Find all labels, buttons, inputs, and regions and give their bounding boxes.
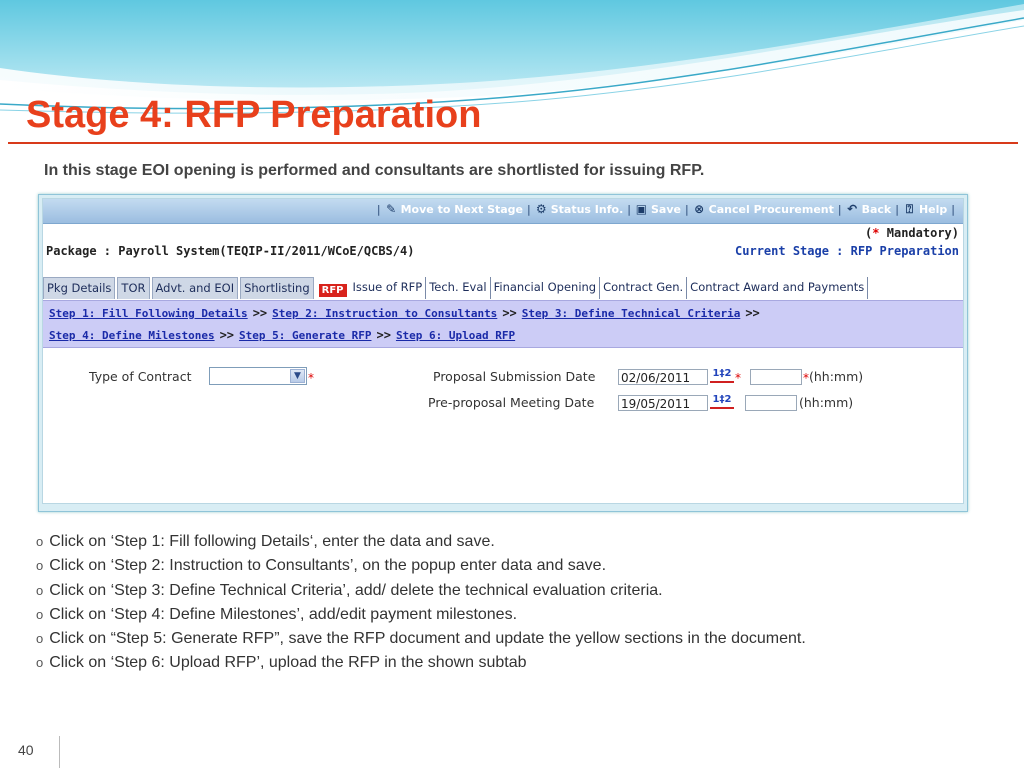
- proposal-submission-time-input[interactable]: [750, 369, 802, 385]
- proposal-submission-date-input[interactable]: 02/06/2011: [618, 369, 708, 385]
- list-item: [36, 651, 806, 675]
- step-2-link[interactable]: Step 2: Instruction to Consultants: [272, 307, 498, 320]
- bullet-marker: o: [36, 631, 44, 647]
- list-item-text: Click on “Step 5: Generate RFP”, save the RFP document and update the yellow sections in the document.: [49, 630, 806, 648]
- mandatory-open-paren: (: [865, 226, 873, 240]
- status-info-label: Status Info.: [550, 203, 624, 216]
- proposal-submission-label: Proposal Submission Date: [433, 369, 596, 384]
- slide-title: Stage 4: RFP Preparation: [26, 94, 482, 136]
- list-item: [36, 627, 806, 651]
- tab-rfp[interactable]: [316, 277, 350, 299]
- tab-advt-eoi[interactable]: Advt. and EOI: [152, 277, 239, 299]
- list-item: [36, 554, 806, 578]
- toolbar-separator: |: [627, 203, 631, 216]
- slide-intro: In this stage EOI opening is performed and consultants are shortlisted for issuing RFP.: [44, 162, 705, 179]
- step-3-link[interactable]: Step 3: Define Technical Criteria: [521, 307, 741, 320]
- required-marker: *: [308, 371, 314, 385]
- step-4-link[interactable]: Step 4: Define Milestones: [49, 329, 215, 342]
- cancel-circle-icon: ⊗: [694, 202, 705, 216]
- package-name: Package : Payroll System(TEQIP-II/2011/WCoE/QCBS/4): [46, 244, 415, 258]
- toolbar-separator: |: [837, 203, 842, 216]
- step-separator: >>: [252, 306, 268, 320]
- package-row: [43, 244, 963, 260]
- back-label: Back: [861, 203, 892, 216]
- tab-contract-gen[interactable]: Contract Gen.: [600, 277, 687, 299]
- cancel-procurement-button[interactable]: [693, 203, 834, 216]
- help-label: Help: [918, 203, 948, 216]
- list-item-text: Click on ‘Step 2: Instruction to Consultants’, on the popup enter data and save.: [49, 557, 607, 575]
- app-toolbar: [43, 199, 963, 224]
- mandatory-star: *: [872, 226, 880, 240]
- toolbar-separator: |: [684, 203, 689, 216]
- status-info-button[interactable]: [535, 203, 624, 216]
- help-button[interactable]: [903, 203, 947, 216]
- steps-panel: [43, 300, 963, 348]
- tab-issue-of-rfp[interactable]: Issue of RFP: [350, 277, 427, 299]
- step-separator: >>: [376, 328, 391, 342]
- step-1-link[interactable]: Step 1: Fill Following Details: [49, 307, 248, 320]
- required-marker: *: [803, 371, 809, 385]
- tab-tor[interactable]: TOR: [117, 277, 149, 299]
- page-number: 40: [18, 742, 34, 758]
- back-arrow-icon: ↶: [847, 202, 858, 216]
- list-item-text: Click on ‘Step 6: Upload RFP’, upload the RFP in the shown subtab: [49, 654, 527, 672]
- pre-proposal-date-input[interactable]: 19/05/2011: [618, 395, 708, 411]
- floppy-disk-icon: ▣: [635, 202, 648, 216]
- save-label: Save: [650, 203, 681, 216]
- list-item-text: Click on ‘Step 1: Fill following Details‘, enter the data and save.: [49, 533, 495, 550]
- mandatory-label: Mandatory): [879, 226, 959, 240]
- instruction-list: [36, 530, 806, 676]
- time-format-hint: (hh:mm): [799, 395, 854, 410]
- steps-line-2: [49, 328, 515, 342]
- tab-shortlisting[interactable]: Shortlisting: [240, 277, 314, 299]
- rfp-details-form: [43, 349, 963, 499]
- step-separator: >>: [219, 328, 235, 342]
- list-item-text: Click on ‘Step 4: Define Milestones’, add/edit payment milestones.: [49, 605, 518, 623]
- tab-pkg-details[interactable]: Pkg Details: [43, 277, 115, 299]
- calendar-icon[interactable]: 1‡2: [710, 367, 734, 383]
- pre-proposal-label: Pre-proposal Meeting Date: [428, 395, 595, 410]
- footer-divider: [59, 736, 60, 768]
- app-screenshot-frame: [38, 194, 968, 512]
- required-marker: *: [735, 371, 741, 385]
- toolbar-separator: |: [376, 203, 381, 216]
- calendar-icon[interactable]: 1‡2: [710, 393, 734, 409]
- type-of-contract-label: Type of Contract: [89, 369, 192, 384]
- gear-icon: ⚙: [535, 202, 547, 216]
- edit-document-icon: ✎: [386, 202, 397, 216]
- pre-proposal-time-input[interactable]: [745, 395, 797, 411]
- bullet-marker: o: [36, 582, 44, 598]
- list-item: [36, 530, 806, 554]
- list-item: [36, 579, 806, 603]
- back-button[interactable]: [846, 203, 892, 216]
- step-separator: >>: [502, 306, 517, 320]
- help-icon: ⍰: [905, 202, 914, 216]
- steps-line-1: [49, 306, 765, 320]
- cancel-procurement-label: Cancel Procurement: [708, 203, 834, 216]
- list-item-text: Click on ‘Step 3: Define Technical Criteria’, add/ delete the technical evaluation criteria.: [49, 581, 663, 599]
- chevron-down-icon: ▼: [290, 369, 305, 383]
- tab-financial-opening[interactable]: Financial Opening: [491, 277, 601, 299]
- list-item: [36, 603, 806, 627]
- step-6-link[interactable]: Step 6: Upload RFP: [395, 329, 516, 342]
- type-of-contract-select[interactable]: [209, 367, 307, 385]
- move-to-next-stage-label: Move to Next Stage: [400, 203, 524, 216]
- save-button[interactable]: [635, 203, 681, 216]
- mandatory-legend: [865, 226, 959, 240]
- bullet-marker: o: [36, 655, 44, 671]
- stage-tabs: [43, 277, 868, 299]
- bullet-marker: o: [36, 534, 44, 549]
- tab-contract-award[interactable]: Contract Award and Payments: [687, 277, 868, 299]
- toolbar-separator: |: [951, 203, 955, 216]
- current-stage: Current Stage : RFP Preparation: [735, 244, 959, 258]
- tab-tech-eval[interactable]: Tech. Eval: [426, 277, 490, 299]
- bullet-marker: o: [36, 606, 44, 622]
- toolbar-separator: |: [895, 203, 899, 216]
- step-separator: >>: [745, 306, 760, 320]
- time-format-hint: (hh:mm): [809, 369, 864, 384]
- toolbar-separator: |: [527, 203, 531, 216]
- bullet-marker: o: [36, 558, 44, 574]
- move-to-next-stage-button[interactable]: [385, 203, 523, 216]
- title-divider: [8, 142, 1018, 144]
- app-window: [42, 198, 964, 504]
- tab-rfp-label: RFP: [319, 284, 347, 297]
- step-5-link[interactable]: Step 5: Generate RFP: [239, 329, 372, 342]
